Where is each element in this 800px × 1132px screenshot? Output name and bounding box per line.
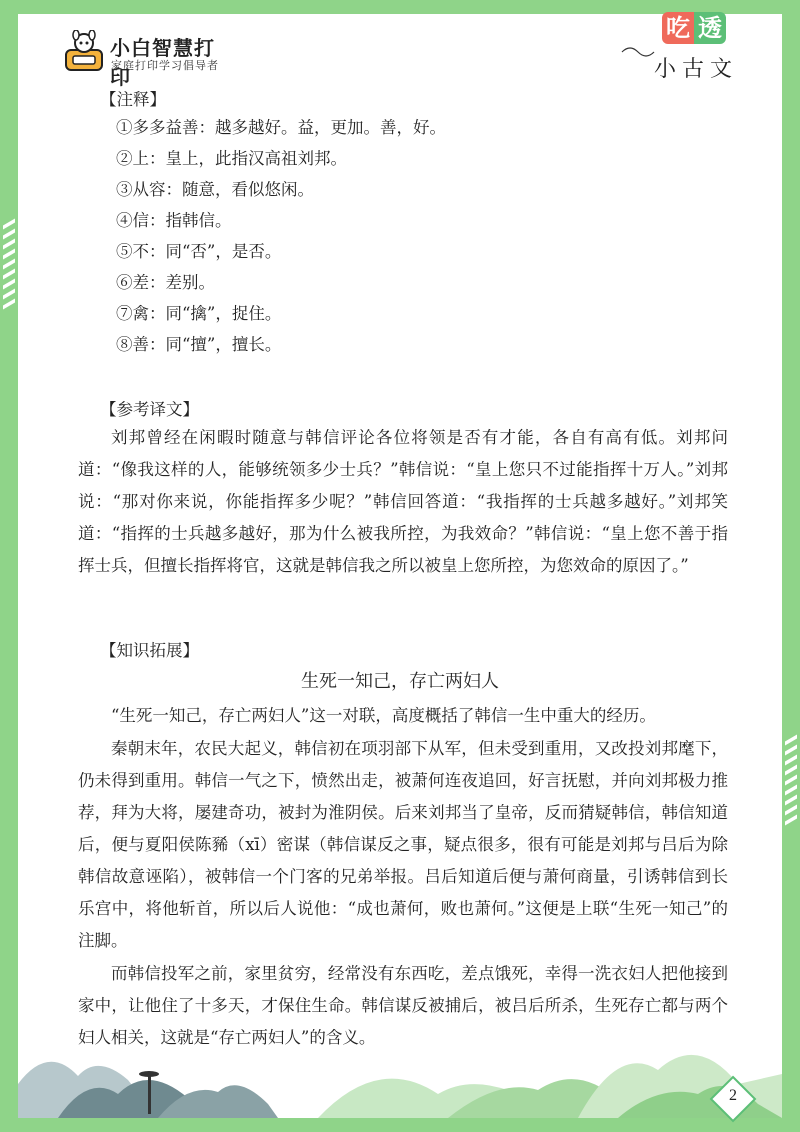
printer-mascot-icon: [64, 30, 104, 72]
extension-paragraph: 秦朝末年，农民大起义，韩信初在项羽部下从军，但未受到重用，又改投刘邦麾下，仍未得到重用。韩信一气之下，愤然出走，被萧何连夜追回，好言抚慰，并向刘邦极力推荐，拜为大将，屡建奇功，被封为淮阴侯。后来刘邦当了皇帝，反而猜疑韩信，韩信知道后，便与夏阳侯陈豨（xī）密谋（韩信谋反之事，疑点很多，很有可能是刘邦与吕后为除韩信故意诬陷），被韩信一个门客的兄弟举报。吕后知道后便与萧何商量，引诱韩信到长乐宫中，将他斩首，所以后人说他：“成也萧何，败也萧何。”这便是上联“生死一知己”的注脚。: [78, 739, 728, 950]
series-badge: [620, 8, 760, 82]
extension-paragraph: 而韩信投军之前，家里贫穷，经常没有东西吃，差点饿死，幸得一洗衣妇人把他接到家中，让他住了十多天，才保住生命。韩信谋反被捕后，被吕后所杀，生死存亡都与两个妇人相关，这就是“存亡两妇人”的含义。: [78, 964, 728, 1047]
badge-subtitle: 小古文: [654, 57, 739, 82]
note-item: ⑧善：同“擅”，擅长。: [116, 335, 282, 354]
note-item: ⑤不：同“否”，是否。: [116, 242, 282, 261]
badge-word-through: 透: [694, 12, 726, 44]
right-stripes-decoration: [784, 738, 798, 834]
brand-name: 小白智慧打印: [110, 36, 215, 89]
note-item: ⑦禽：同“擒”，捉住。: [116, 304, 282, 323]
translation-heading: 【参考译文】: [100, 400, 199, 419]
extension-subtitle: 生死一知己，存亡两妇人: [301, 671, 499, 692]
mountain-scenery-decoration: [18, 1014, 782, 1118]
note-item: ②上：皇上，此指汉高祖刘邦。: [116, 149, 347, 168]
note-item: ④信：指韩信。: [116, 211, 232, 230]
brand-logo: [64, 30, 234, 89]
extension-heading: 【知识拓展】: [100, 641, 199, 660]
note-item: ①多多益善：越多越好。益，更加。善，好。: [116, 118, 446, 137]
translation-text: 刘邦曾经在闲暇时随意与韩信评论各位将领是否有才能，各自有高有低。刘邦问道：“像我这样的人，能够统领多少士兵？”韩信说：“皇上您只不过能指挥十万人。”刘邦说：“那对你来说，你能指挥多少呢？”韩信回答道：“我指挥的士兵越多越好。”刘邦笑道：“指挥的士兵越多越好，那为什么被我所控，为我效命？”韩信说：“皇上您不善于指挥士兵，但擅长指挥将官，这就是韩信我之所以被皇上您所控，为您效命的原因了。”: [78, 428, 728, 575]
extension-paragraph: “生死一知己，存亡两妇人”这一对联，高度概括了韩信一生中重大的经历。: [111, 706, 656, 725]
note-item: ③从容：随意，看似悠闲。: [116, 180, 314, 199]
left-stripes-decoration: [2, 222, 16, 318]
notes-heading: 【注释】: [100, 90, 166, 109]
brand-slogan: 家庭打印学习倡导者: [111, 59, 219, 72]
badge-word-eat: 吃: [662, 12, 694, 44]
note-item: ⑥差：差别。: [116, 273, 215, 292]
page-number: 2: [729, 1087, 737, 1104]
